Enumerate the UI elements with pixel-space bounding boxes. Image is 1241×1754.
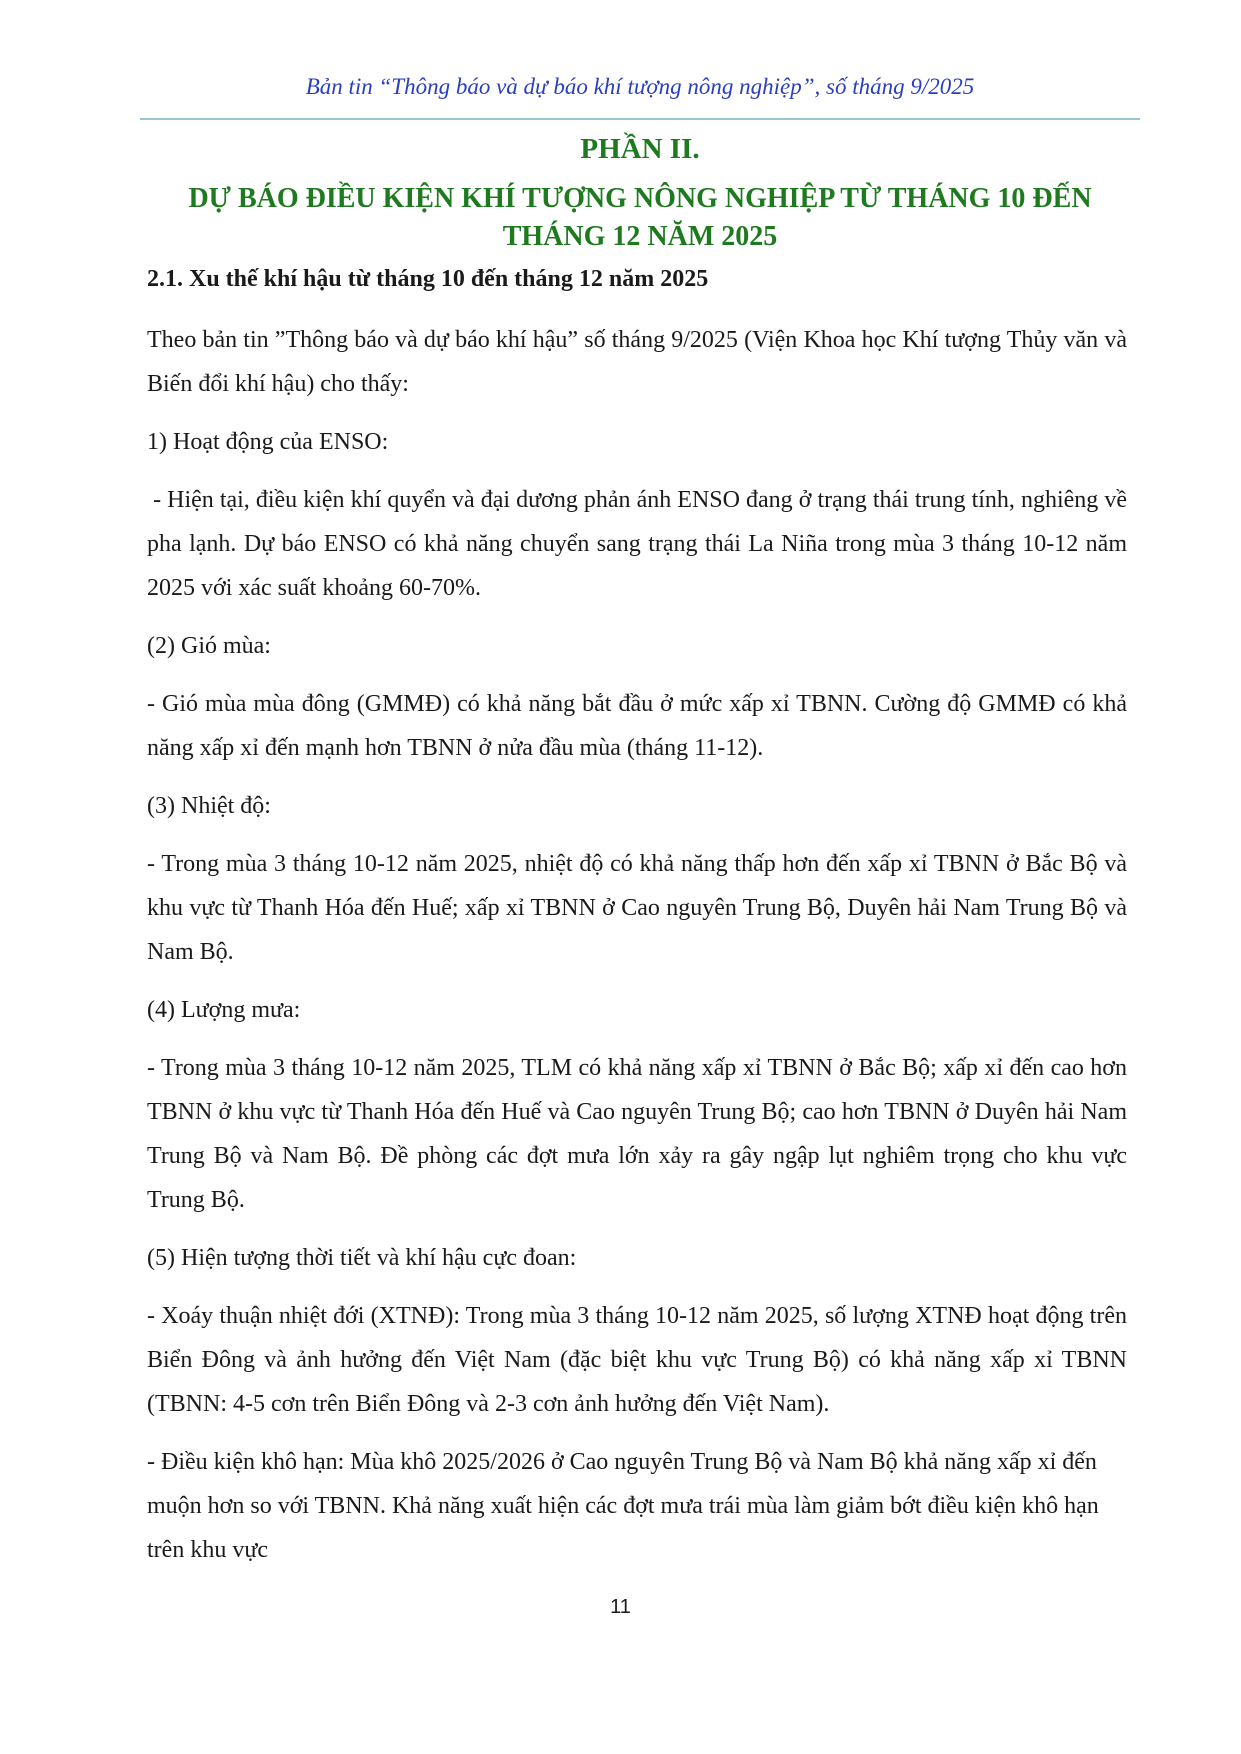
- paragraph-extreme-heading: (5) Hiện tượng thời tiết và khí hậu cực đoan:: [147, 1245, 577, 1271]
- paragraph-drought-body: - Điều kiện khô hạn: Mùa khô 2025/2026 ở Cao nguyên Trung Bộ và Nam Bộ khả năng xấp xỉ đến muộn hơn so với TBNN. Khả năng xuất hiện các đợt mưa trái mùa làm giảm bớt điều kiện khô hạn trên khu vực: [147, 1449, 1099, 1563]
- page-number: 11: [610, 1596, 631, 1618]
- bulletin-header-title: Bản tin “Thông báo và dự báo khí tượng nông nghiệp”, số tháng 9/2025: [305, 74, 975, 99]
- paragraph-temperature-body: - Trong mùa 3 tháng 10-12 năm 2025, nhiệt độ có khả năng thấp hơn đến xấp xỉ TBNN ở Bắc Bộ và khu vực từ Thanh Hóa đến Huế; xấp xỉ TBNN ở Cao nguyên Trung Bộ, Duyên hải Nam Trung Bộ và Nam Bộ.: [147, 851, 1127, 965]
- paragraph-enso-heading: 1) Hoạt động của ENSO:: [147, 429, 389, 455]
- paragraph-monsoon-heading: (2) Gió mùa:: [147, 633, 271, 659]
- paragraph-monsoon-body: - Gió mùa mùa đông (GMMĐ) có khả năng bắt đầu ở mức xấp xỉ TBNN. Cường độ GMMĐ có khả năng xấp xỉ đến mạnh hơn TBNN ở nửa đầu mùa (tháng 11-12).: [147, 691, 1127, 761]
- section-body: [147, 318, 1134, 1586]
- paragraph-intro: Theo bản tin ”Thông báo và dự báo khí hậu” số tháng 9/2025 (Viện Khoa học Khí tượng Thủy văn và Biến đổi khí hậu) cho thấy:: [147, 327, 1127, 397]
- paragraph-temperature-heading: (3) Nhiệt độ:: [147, 793, 271, 819]
- section-heading: 2.1. Xu thế khí hậu từ tháng 10 đến tháng 12 năm 2025: [147, 266, 709, 292]
- part-title: DỰ BÁO ĐIỀU KIỆN KHÍ TƯỢNG NÔNG NGHIỆP TỪ THÁNG 10 ĐẾN THÁNG 12 NĂM 2025: [188, 183, 1092, 252]
- paragraph-rainfall-heading: (4) Lượng mưa:: [147, 997, 301, 1023]
- paragraph-enso-body: - Hiện tại, điều kiện khí quyển và đại dương phản ánh ENSO đang ở trạng thái trung tính, nghiêng về pha lạnh. Dự báo ENSO có khả năng chuyển sang trạng thái La Niña trong mùa 3 tháng 10-12 năm 2025 với xác suất khoảng 60-70%.: [147, 487, 1134, 601]
- paragraph-rainfall-body: - Trong mùa 3 tháng 10-12 năm 2025, TLM có khả năng xấp xỉ TBNN ở Bắc Bộ; xấp xỉ đến cao hơn TBNN ở khu vực từ Thanh Hóa đến Huế và Cao nguyên Trung Bộ; cao hơn TBNN ở Duyên hải Nam Trung Bộ và Nam Bộ. Đề phòng các đợt mưa lớn xảy ra gây ngập lụt nghiêm trọng cho khu vực Trung Bộ.: [147, 1055, 1127, 1213]
- paragraph-cyclone-body: - Xoáy thuận nhiệt đới (XTNĐ): Trong mùa 3 tháng 10-12 năm 2025, số lượng XTNĐ hoạt động trên Biển Đông và ảnh hưởng đến Việt Nam (đặc biệt khu vực Trung Bộ) có khả năng xấp xỉ TBNN (TBNN: 4-5 cơn trên Biển Đông và 2-3 cơn ảnh hưởng đến Việt Nam).: [147, 1303, 1127, 1417]
- part-label: PHẦN II.: [580, 133, 700, 165]
- header-divider: [140, 118, 1140, 120]
